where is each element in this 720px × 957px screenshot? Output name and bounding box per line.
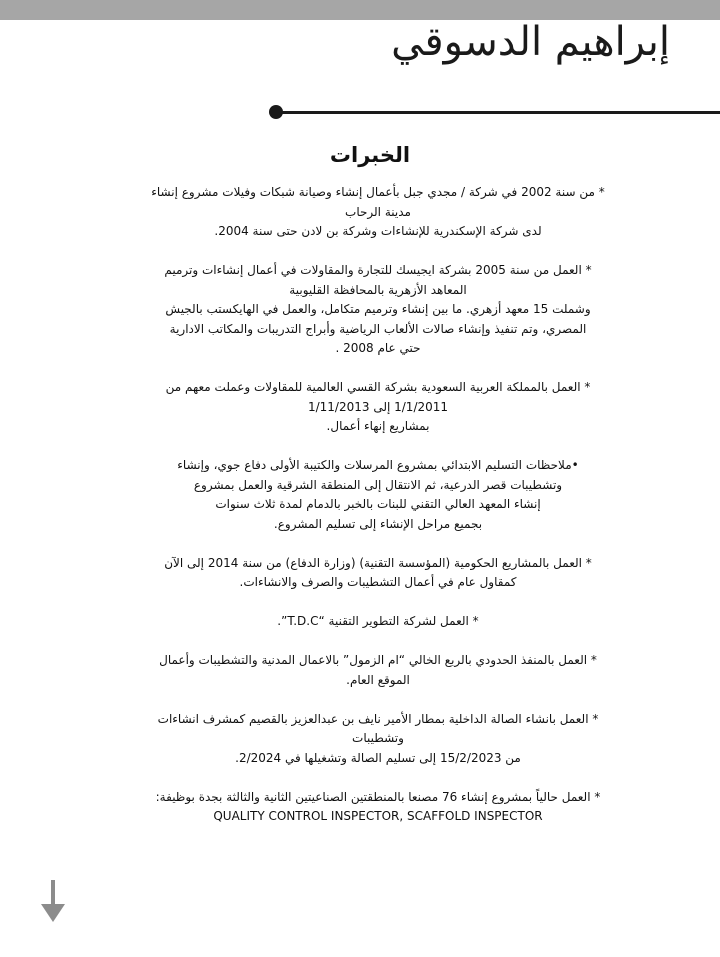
section-heading-experience: الخبرات	[329, 143, 411, 167]
experience-entry	[96, 651, 660, 690]
experience-line: إنشاء المعهد العالي التقني للبنات بالخبر بالدمام لمدة ثلاث سنوات	[215, 497, 541, 511]
person-name: إبراهيم الدسوقي	[391, 19, 670, 65]
experience-line: QUALITY CONTROL INSPECTOR, SCAFFOLD INSPECTOR	[213, 809, 543, 823]
experience-line: وشملت 15 معهد أزهري. ما بين إنشاء وترميم متكامل، والعمل في الهايكستب بالجيش	[165, 302, 591, 316]
divider-line	[276, 111, 720, 114]
experience-entry	[96, 710, 660, 769]
experience-line: * العمل من سنة 2005 بشركة ايجيسك للتجارة والمقاولات في أعمال إنشاءات وترميم	[164, 263, 592, 277]
experience-line: لدى شركة الإسكندرية للإنشاءات وشركة بن لادن حتى سنة 2004.	[214, 224, 542, 238]
top-bar	[0, 0, 720, 20]
arrow-down-icon[interactable]	[40, 880, 66, 924]
experience-list	[96, 183, 660, 846]
experience-line: المصري، وتم تنفيذ وإنشاء صالات الألعاب الرياضية وأبراج التدريبات والمكاتب الادارية	[169, 321, 587, 336]
experience-line: بمشاريع إنهاء أعمال.	[326, 419, 430, 433]
experience-line: 1/1/2011 إلى 1/11/2013	[307, 399, 449, 414]
experience-entry	[96, 261, 660, 359]
experience-line: حتي عام 2008 .	[335, 341, 421, 355]
experience-line: * العمل بالمشاريع الحكومية (المؤسسة التقنية) (وزارة الدفاع) من سنة 2014 إلى الآن	[164, 555, 592, 570]
experience-line: * العمل بالمملكة العربية السعودية بشركة القسي العالمية للمقاولات وعملت معهم من	[165, 380, 591, 394]
experience-line: الموقع العام.	[346, 672, 410, 687]
experience-line: •ملاحظات التسليم الابتدائي بمشروع المرسلات والكتيبة الأولى دفاع جوي، وإنشاء	[177, 458, 579, 472]
experience-line: * من سنة 2002 في شركة / مجدي جبل بأعمال إنشاء وصيانة شبكات وفيلات مشروع إنشاء	[151, 185, 605, 199]
experience-entry	[96, 378, 660, 437]
experience-line: * العمل بانشاء الصالة الداخلية بمطار الأمير نايف بن عبدالعزيز بالقصيم كمشرف انشاءات	[157, 711, 599, 726]
experience-line: * العمل بالمنفذ الحدودي بالربع الخالي “ام الزمول” بالاعمال المدنية والتشطيبات وأعمال	[159, 653, 597, 667]
experience-entry	[96, 183, 660, 242]
experience-line: وتشطيبات قصر الدرعية، ثم الانتقال إلى المنطقة الشرقية والعمل بمشروع	[193, 477, 563, 492]
experience-line: من 15/2/2023 إلى تسليم الصالة وتشغيلها في 2/2024.	[235, 750, 521, 765]
experience-entry	[96, 456, 660, 534]
experience-line: * العمل حالياً بمشروع إنشاء 76 مصنعا بالمنطقتين الصناعيتين الثانية والثالثة بجدة بوظيفة:	[155, 789, 601, 804]
experience-entry	[96, 554, 660, 593]
experience-line: بجميع مراحل الإنشاء إلى تسليم المشروع.	[273, 516, 483, 531]
experience-line: المعاهد الأزهرية بالمحافظة القليوبية	[289, 282, 467, 297]
experience-line: وتشطيبات	[352, 731, 404, 745]
experience-line: مدينة الرحاب	[345, 204, 411, 219]
experience-line: كمقاول عام في أعمال التشطيبات والصرف والانشاءات.	[239, 575, 517, 589]
experience-line: * العمل لشركة التطوير التقنية “T.D.C”.	[277, 614, 479, 628]
experience-entry	[96, 788, 660, 827]
experience-entry	[96, 612, 660, 632]
divider-dot	[269, 105, 283, 119]
